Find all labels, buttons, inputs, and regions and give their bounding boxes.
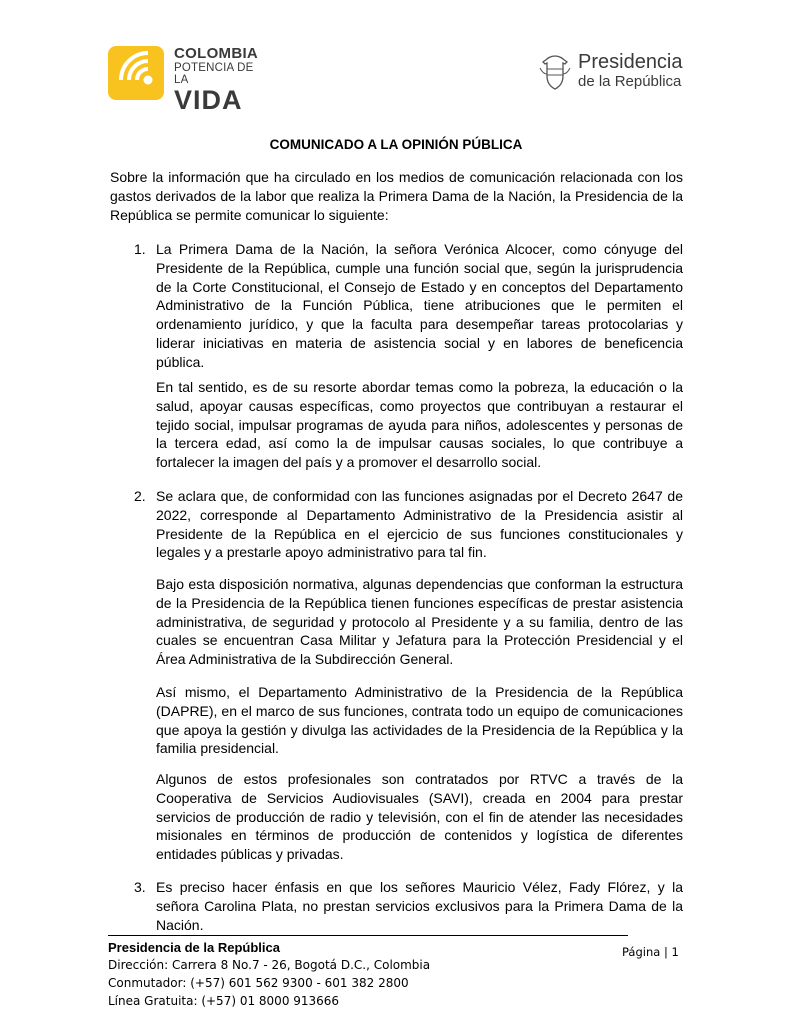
presidencia-logo (538, 52, 688, 96)
coat-of-arms-icon (538, 54, 572, 92)
item-paragraph: La Primera Dama de la Nación, la señora Verónica Alcocer, como cónyuge del Presidente de la República, cumple una función social que, según la jurisprudencia de la Corte Constitucional, el Consejo de Estado y en conceptos del Departamento Administrativo de la Función Pública, tiene atribuciones que le permiten el ordenamiento jurídico, y que la faculta para desempeñar tareas protocolarias y liderar iniciativas en materia de asistencia social y en labores de beneficencia pública. (156, 241, 683, 370)
item-paragraph: Es preciso hacer énfasis en que los señores Mauricio Vélez, Fady Flórez, y la señora Carolina Plata, no prestan servicios exclusivos para la Primera Dama de la Nación. (156, 879, 683, 933)
document-title: COMUNICADO A LA OPINIÓN PÚBLICA (269, 137, 523, 152)
footer-toll-free: Línea Gratuita: (+57) 01 8000 913666 (108, 994, 340, 1008)
item-paragraph: En tal sentido, es de su resorte abordar temas como la pobreza, la educación o la salud, apoyar causas específicas, como proyectos que contribuyan a restaurar el tejido social, impulsar programas de ayuda para niños, adolescentes y personas de la tercera edad, así como la de impulsar causas sociales, lo que contribuye a fortalecer la imagen del país y a promover el desarrollo social. (156, 379, 683, 471)
item-paragraph: Algunos de estos profesionales son contratados por RTVC a través de la Cooperativa de Servicios Audiovisuales (SAVI), creada en 2004 para prestar servicios de producción de radio y televisión, con el fin de atender las necesidades misionales en términos de producción de contenidos y logística de diferentes entidades públicas y privadas. (156, 771, 683, 863)
footer-phone: Conmutador: (+57) 601 562 9300 - 601 382 2800 (108, 976, 409, 990)
item-paragraph: Así mismo, el Departamento Administrativo de la Presidencia de la República (DAPRE), en el marco de sus funciones, contrata todo un equipo de comunicaciones que apoya la gestión y divulga las actividades de la Presidencia de la República y la familia presidencial. (156, 684, 683, 757)
intro-paragraph: Sobre la información que ha circulado en los medios de comunicación relacionada con los gastos derivados de la labor que realiza la Primera Dama de la Nación, la Presidencia de la República se permite comunicar lo siguiente: (110, 169, 683, 223)
item-number: 1. (134, 241, 146, 257)
colombia-potencia-logo (108, 45, 268, 115)
item-number: 2. (134, 488, 146, 504)
presidencia-wordmark (578, 52, 683, 89)
footer-address: Dirección: Carrera 8 No.7 - 26, Bogotá D.C., Colombia (108, 958, 431, 972)
item-paragraph: Se aclara que, de conformidad con las funciones asignadas por el Decreto 2647 de 2022, corresponde al Departamento Administrativo de la Presidencia asistir al Presidente de la República en el ejercicio de sus funciones constitucionales y legales y a prestarle apoyo administrativo para tal fin. (156, 488, 683, 561)
logo-wordmark (174, 46, 268, 114)
logo-line-2: POTENCIA DE LA (174, 62, 254, 86)
footer-divider (108, 935, 628, 936)
footer-organization: Presidencia de la República (108, 940, 280, 955)
presidencia-line-1: Presidencia (578, 51, 683, 73)
item-paragraph: Bajo esta disposición normativa, algunas dependencias que conforman la estructura de la Presidencia de la República tienen funciones específicas de prestar asistencia administrativa, de seguridad y protocolo al Presidente y a su familia, dentro de las cuales se encuentran Casa Militar y Jefatura para la Protección Presidencial y el Área Administrativa de la Subdirección General. (156, 576, 683, 668)
presidencia-line-2: de la República (578, 73, 682, 90)
logo-line-3: VIDA (174, 85, 243, 115)
broadcast-waves-icon (108, 46, 164, 100)
logo-line-1: COLOMBIA (174, 45, 259, 62)
item-number: 3. (134, 879, 146, 895)
page-number: Página | 1 (622, 945, 679, 959)
